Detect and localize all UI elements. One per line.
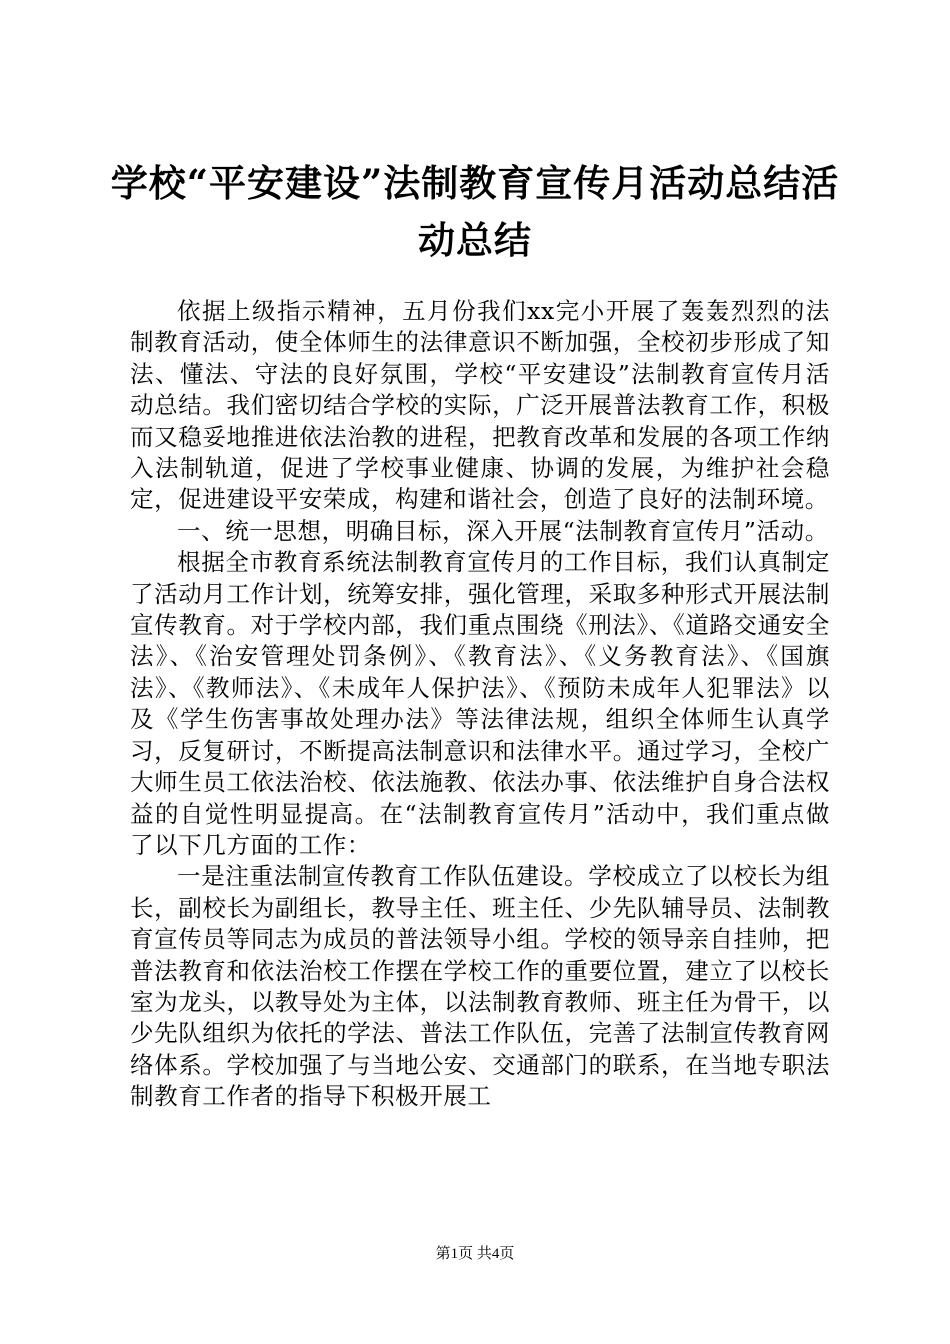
- paragraph-team-building: 一是注重法制宣传教育工作队伍建设。学校成立了以校长为组长，副校长为副组长，教导主任、班主任、少先队辅导员、法制教育宣传员等同志为成员的普法领导小组。学校的领导亲自挂帅，把普法教育和依法治校工作摆在学校工作的重要位置，建立了以校长室为龙头，以教导处为主体，以法制教育教师、班主任为骨干，以少先队组织为依托的学法、普法工作队伍，完善了法制宣传教育网络体系。学校加强了与当地公安、交通部门的联系，在当地专职法制教育工作者的指导下积极开展工: [130, 862, 830, 1111]
- paragraph-work-plan: 根据全市教育系统法制教育宣传月的工作目标，我们认真制定了活动月工作计划，统筹安排，强化管理，采取多种形式开展法制宣传教育。对于学校内部，我们重点围绕《刑法》、《道路交通安全法》、《治安管理处罚条例》、《教育法》、《义务教育法》、《国旗法》、《教师法》、《未成年人保护法》、《预防未成年人犯罪法》以及《学生伤害事故处理办法》等法律法规，组织全体师生认真学习，反复研讨，不断提高法制意识和法律水平。通过学习，全校广大师生员工依法治校、依法施教、依法办事、依法维护自身合法权益的自觉性明显提高。在“法制教育宣传月”活动中，我们重点做了以下几方面的工作：: [130, 548, 830, 859]
- paragraph-section-heading: 一、统一思想，明确目标，深入开展“法制教育宣传月”活动。: [177, 516, 829, 545]
- document-body: [130, 296, 830, 1113]
- page-footer: 第1页 共4页: [435, 1246, 515, 1262]
- document-title: 学校“平安建设”法制教育宣传月活动总结活动总结: [110, 161, 840, 262]
- paragraph-intro: 依据上级指示精神，五月份我们xx完小开展了轰轰烈烈的法制教育活动，使全体师生的法律意识不断加强，全校初步形成了知法、懂法、守法的良好氛围，学校“平安建设”法制教育宣传月活动总结。我们密切结合学校的实际，广泛开展普法教育工作，积极而又稳妥地推进依法治教的进程，把教育改革和发展的各项工作纳入法制轨道，促进了学校事业健康、协调的发展，为维护社会稳定，促进建设平安荣成，构建和谐社会，创造了良好的法制环境。: [130, 297, 830, 514]
